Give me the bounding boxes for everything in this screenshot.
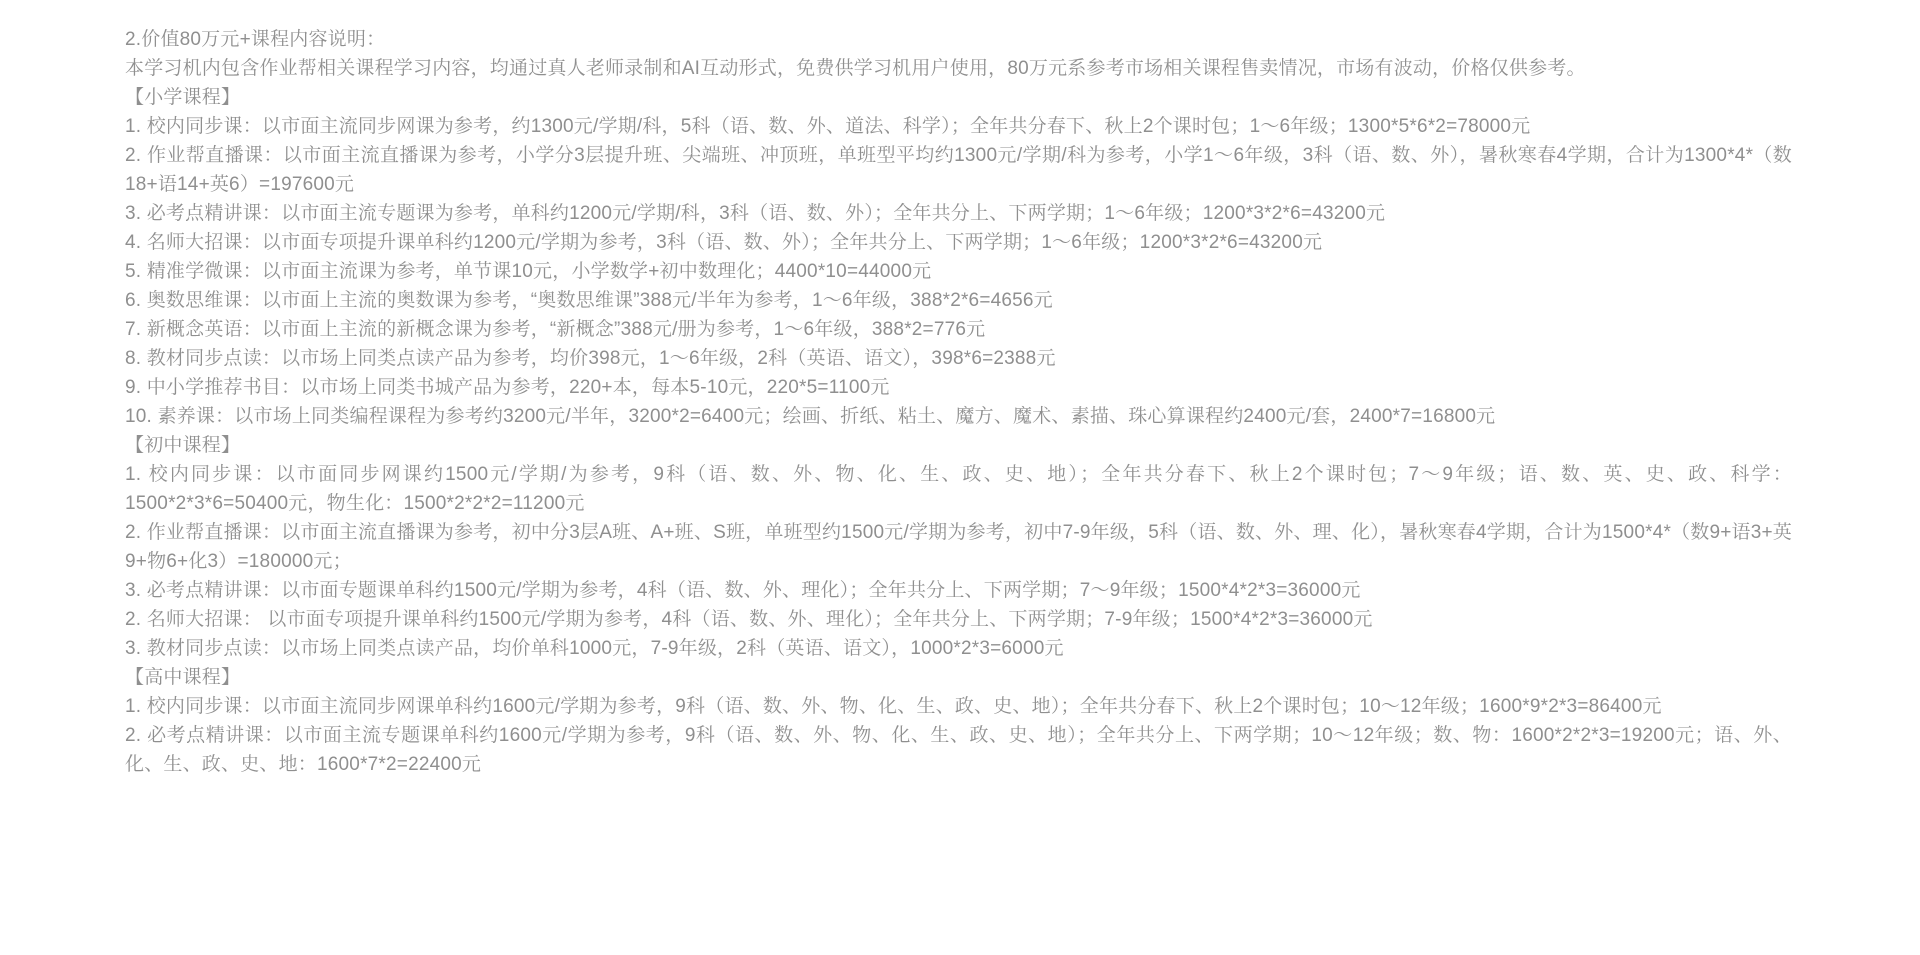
course-item: 2. 作业帮直播课：以市面主流直播课为参考，初中分3层A班、A+班、S班，单班型约1500元/学期为参考，初中7-9年级，5科（语、数、外、理、化），暑秋寒春4学期，合计为1500*4*（数9+语3+英9+物6+化3）=180000元； <box>125 522 1792 572</box>
course-item: 8. 教材同步点读：以市场上同类点读产品为参考，均价398元，1～6年级，2科（英语、语文），398*6=2388元 <box>125 348 1056 369</box>
doc-intro: 本学习机内包含作业帮相关课程学习内容，均通过真人老师录制和AI互动形式，免费供学习机用户使用，80万元系参考市场相关课程售卖情况，市场有波动，价格仅供参考。 <box>125 58 1586 79</box>
course-item: 3. 必考点精讲课：以市面专题课单科约1500元/学期为参考，4科（语、数、外、理化）；全年共分上、下两学期；7～9年级；1500*4*2*3=36000元 <box>125 580 1361 601</box>
course-item: 6. 奥数思维课：以市面上主流的奥数课为参考，“奥数思维课”388元/半年为参考，1～6年级，388*2*6=4656元 <box>125 290 1053 311</box>
course-item: 3. 教材同步点读：以市场上同类点读产品，均价单科1000元，7-9年级，2科（英语、语文），1000*2*3=6000元 <box>125 638 1064 659</box>
course-item: 2. 名师大招课： 以市面专项提升课单科约1500元/学期为参考，4科（语、数、外、理化）；全年共分上、下两学期；7-9年级；1500*4*2*3=36000元 <box>125 609 1373 630</box>
course-item: 10. 素养课：以市场上同类编程课程为参考约3200元/半年，3200*2=6400元；绘画、折纸、粘土、魔方、魔术、素描、珠心算课程约2400元/套，2400*7=16800元 <box>125 406 1496 427</box>
course-item: 1. 校内同步课：以市面主流同步网课为参考，约1300元/学期/科，5科（语、数、外、道法、科学）；全年共分春下、秋上2个课时包；1～6年级；1300*5*6*2=78000元 <box>125 116 1531 137</box>
course-item: 2. 必考点精讲课：以市面主流专题课单科约1600元/学期为参考，9科（语、数、外、物、化、生、政、史、地）；全年共分上、下两学期；10～12年级；数、物：1600*2*2*3=19200元；语、外、化、生、政、史、地：1600*7*2=22400元 <box>125 725 1792 775</box>
course-item: 4. 名师大招课：以市面专项提升课单科约1200元/学期为参考，3科（语、数、外）；全年共分上、下两学期；1～6年级；1200*3*2*6=43200元 <box>125 232 1323 253</box>
course-item: 5. 精准学微课：以市面主流课为参考，单节课10元，小学数学+初中数理化；4400*10=44000元 <box>125 261 932 282</box>
course-item: 1. 校内同步课：以市面主流同步网课单科约1600元/学期为参考，9科（语、数、外、物、化、生、政、史、地）；全年共分春下、秋上2个课时包；10～12年级；1600*9*2*3=86400元 <box>125 696 1662 717</box>
course-item: 2. 作业帮直播课：以市面主流直播课为参考，小学分3层提升班、尖端班、冲顶班，单班型平均约1300元/学期/科为参考，小学1～6年级，3科（语、数、外），暑秋寒春4学期，合计为1300*4*（数18+语14+英6）=197600元 <box>125 145 1792 195</box>
section-heading-middle-school: 【初中课程】 <box>125 435 241 456</box>
course-item: 1. 校内同步课：以市面同步网课约1500元/学期/为参考，9科（语、数、外、物、化、生、政、史、地）；全年共分春下、秋上2个课时包；7～9年级；语、数、英、史、政、科学：1500*2*3*6=50400元，物生化：1500*2*2*2=11200元 <box>125 464 1792 514</box>
course-item: 3. 必考点精讲课：以市面主流专题课为参考，单科约1200元/学期/科，3科（语、数、外）；全年共分上、下两学期；1～6年级；1200*3*2*6=43200元 <box>125 203 1386 224</box>
course-item: 9. 中小学推荐书目：以市场上同类书城产品为参考，220+本，每本5-10元，220*5=1100元 <box>125 377 890 398</box>
section-heading-primary-school: 【小学课程】 <box>125 87 241 108</box>
section-heading-high-school: 【高中课程】 <box>125 667 241 688</box>
doc-title: 2.价值80万元+课程内容说明： <box>125 29 386 50</box>
course-item: 7. 新概念英语：以市面上主流的新概念课为参考，“新概念”388元/册为参考，1～6年级，388*2=776元 <box>125 319 986 340</box>
